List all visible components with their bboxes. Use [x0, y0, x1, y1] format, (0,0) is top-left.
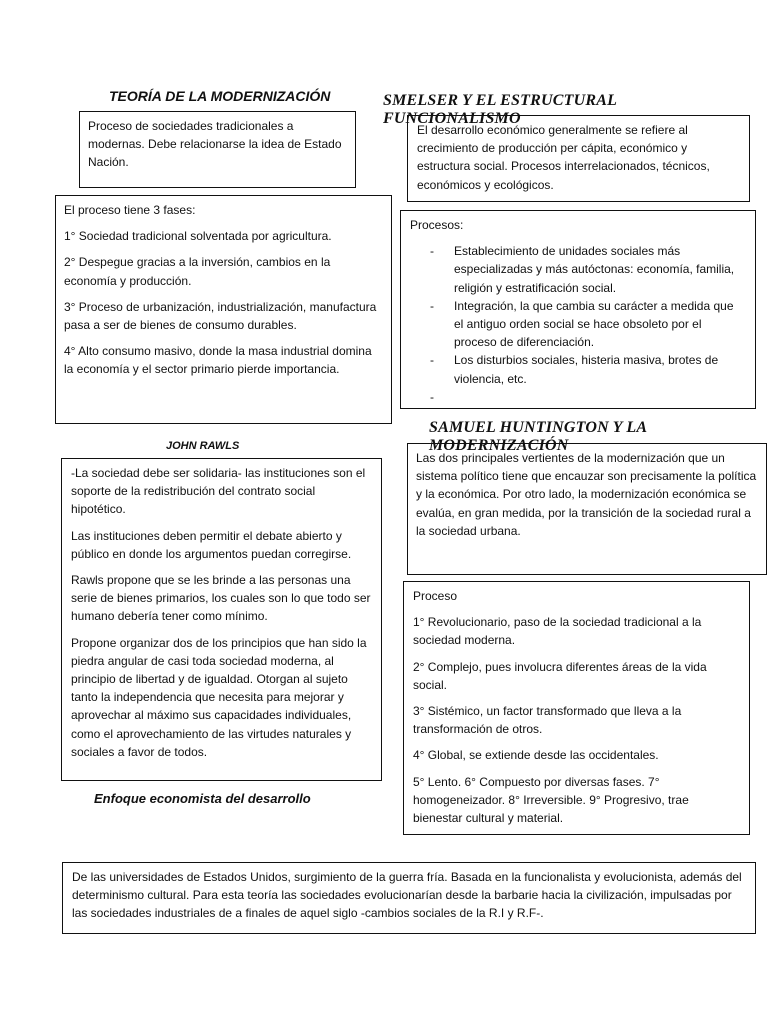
- heading-teoria-modernizacion: TEORÍA DE LA MODERNIZACIÓN: [109, 88, 331, 104]
- fase-2: 2° Despegue gracias a la inversión, cambios en la economía y producción.: [64, 255, 331, 288]
- proceso-item-4: 4° Global, se extiende desde las occidentales.: [413, 748, 659, 763]
- box-proceso: [403, 581, 750, 835]
- rawls-paragraph-3: Rawls propone que se les brinde a las personas una serie de bienes primarios, los cuales son lo que todo ser humano debería tener como mínimo.: [71, 573, 371, 624]
- heading-enfoque: Enfoque economista del desarrollo: [94, 791, 311, 806]
- proceso-title: Proceso: [413, 589, 458, 603]
- heading-smelser: [383, 92, 617, 128]
- procesos-item: - Establecimiento de unidades sociales más especializadas y más autóctonas: economía, familia, religión y estratificación social.: [410, 242, 746, 297]
- rawls-paragraph-4: Propone organizar dos de los principios que han sido la piedra angular de casi toda sociedad moderna, al principio de libertad y de igualdad. Otorgan al sujeto tanto la independencia que necesita para mejorar y aprovechar al máximo sus capacidades individuales, como el aprovechamiento de las virtudes naturales y sociales a favor de todos.: [71, 635, 367, 759]
- proceso-item-3: 3° Sistémico, un factor transformado que lleva a la transformación de otros.: [413, 704, 682, 737]
- rawls-paragraph-2: Las instituciones deben permitir el debate abierto y público en donde los argumentos puedan corregirse.: [71, 528, 352, 561]
- procesos-item: [410, 388, 746, 406]
- procesos-item: - Integración, la que cambia su carácter a medida que el antiguo orden social se hace obsoleto por el proceso de diferenciación.: [410, 297, 746, 352]
- smelser-desarrollo-text: El desarrollo económico generalmente se refiere al crecimiento de producción per cápita, económico y estructura social. Procesos interrelacionados, técnicos, económicos y ecológicos.: [417, 123, 710, 192]
- box-procesos: [400, 210, 756, 409]
- proceso-item-1: 1° Revolucionario, paso de la sociedad tradicional a la sociedad moderna.: [413, 615, 702, 648]
- heading-smelser-line2: FUNCIONALISMO: [383, 110, 521, 127]
- box-fases: [55, 195, 392, 424]
- heading-john-rawls: JOHN RAWLS: [166, 440, 240, 452]
- box-smelser-desarrollo: [407, 115, 750, 202]
- heading-huntington-line1: SAMUEL HUNTINGTON Y LA: [429, 419, 648, 436]
- box-huntington: [407, 443, 767, 575]
- heading-huntington-line2: MODERNIZACIÓN: [429, 437, 569, 454]
- fase-3: 3° Proceso de urbanización, industrialización, manufactura pasa a ser de bienes de consumo durables.: [64, 299, 377, 333]
- procesos-item: - Los disturbios sociales, histeria masiva, brotes de violencia, etc.: [410, 351, 746, 387]
- rawls-paragraph-1: -La sociedad debe ser solidaria- las instituciones son el soporte de la redistribución del contrato social hipotético.: [71, 466, 366, 517]
- fase-4: 4° Alto consumo masivo, donde la masa industrial domina la economía y el sector primario pierde importancia.: [64, 344, 372, 377]
- box-definicion: [79, 111, 356, 188]
- heading-huntington: [429, 419, 647, 455]
- universidades-text: De las universidades de Estados Unidos, surgimiento de la guerra fría. Basada en la funcionalista y evolucionista, además del determinismo cultural. Para esta teoría las sociedades evolucionarían desde la barbarie hacia la civilización, impulsadas por las sociedades industriales de a finales de aquel siglo -cambios sociales de la R.I y R.F-.: [72, 870, 742, 921]
- proceso-item-5: 5° Lento. 6° Compuesto por diversas fases. 7° homogeneizador. 8° Irreversible. 9° Progresivo, trae bienestar cultural y material.: [413, 774, 689, 826]
- huntington-text: Las dos principales vertientes de la modernización que un sistema político tiene que encauzar son precisamente la política y la económica. Por otro lado, la modernización económica se evalúa, en gran medida, por la transición de la sociedad rural a la sociedad urbana.: [416, 451, 757, 538]
- proceso-item-2: 2° Complejo, pues involucra diferentes áreas de la vida social.: [413, 659, 707, 692]
- heading-smelser-line1: SMELSER Y EL ESTRUCTURAL: [383, 92, 618, 109]
- definicion-text: Proceso de sociedades tradicionales a modernas. Debe relacionarse la idea de Estado Nación.: [88, 119, 342, 170]
- box-universidades: [62, 862, 756, 934]
- procesos-title: Procesos:: [410, 218, 464, 232]
- box-rawls: [61, 458, 382, 781]
- procesos-list: [410, 242, 746, 406]
- fases-title: El proceso tiene 3 fases:: [64, 203, 196, 217]
- fase-1: 1° Sociedad tradicional solventada por agricultura.: [64, 229, 332, 244]
